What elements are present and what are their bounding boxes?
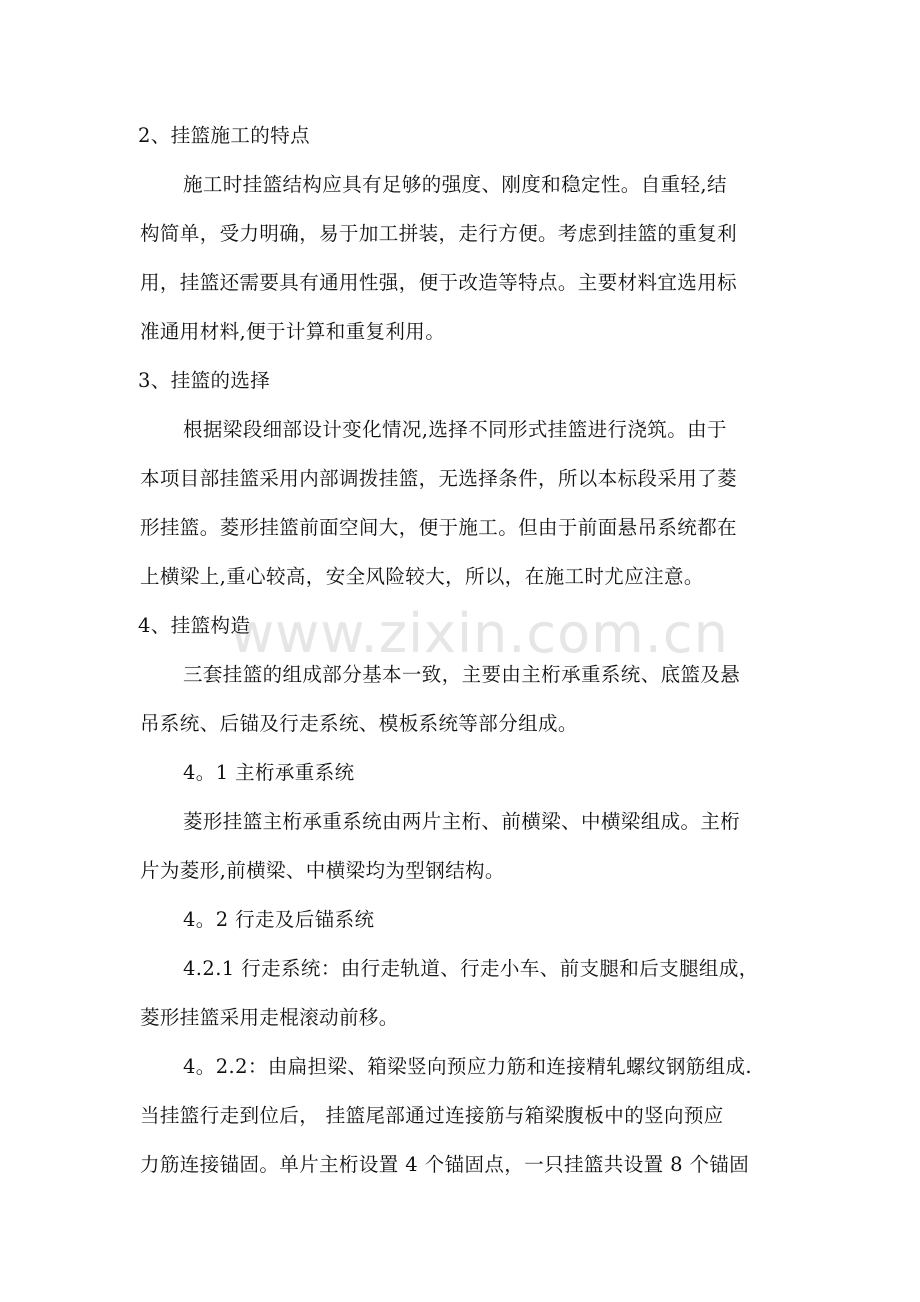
paragraph-line: 根据梁段细部设计变化情况,选择不同形式挂篮进行浇筑。由于	[183, 418, 727, 441]
subheading-4-1: 4。1 主桁承重系统	[183, 761, 355, 784]
paragraph-line: 本项目部挂篮采用内部调拨挂篮，无选择条件，所以本标段采用了菱	[140, 467, 738, 490]
paragraph-line: 构简单，受力明确，易于加工拼装，走行方便。考虑到挂篮的重复利	[140, 222, 738, 245]
subheading-4-2: 4。2 行走及后锚系统	[183, 908, 375, 931]
paragraph-line: 4.2.1 行走系统：由行走轨道、行走小车、前支腿和后支腿组成，	[183, 957, 759, 980]
paragraph-line: 用，挂篮还需要具有通用性强，便于改造等特点。主要材料宜选用标	[140, 271, 738, 294]
paragraph-line: 上横梁上,重心较高，安全风险较大，所以，在施工时尤应注意。	[140, 565, 704, 588]
heading-3: 3、挂篮的选择	[138, 369, 271, 392]
paragraph-line: 力筋连接锚固。单片主桁设置 4 个锚固点，一只挂篮共设置 8 个锚固	[140, 1153, 750, 1176]
paragraph-line: 吊系统、后锚及行走系统、模板系统等部分组成。	[140, 712, 578, 735]
paragraph-line: 三套挂篮的组成部分基本一致，主要由主桁承重系统、底篮及悬	[183, 663, 741, 686]
paragraph-line: 片为菱形,前横梁、中横梁均为型钢结构。	[140, 859, 505, 882]
watermark: www.zixin.com.cn	[230, 602, 729, 665]
paragraph-line: 准通用材料,便于计算和重复利用。	[140, 320, 446, 343]
paragraph-line: 4。2.2：由扁担梁、箱梁竖向预应力筋和连接精轧螺纹钢筋组成.	[183, 1055, 753, 1078]
paragraph-line: 施工时挂篮结构应具有足够的强度、刚度和稳定性。自重轻,结	[183, 173, 727, 196]
paragraph-line: 菱形挂篮采用走棍滚动前移。	[140, 1006, 399, 1029]
paragraph-line: 菱形挂篮主桁承重系统由两片主桁、前横梁、中横梁组成。主桁	[183, 810, 741, 833]
paragraph-line: 当挂篮行走到位后， 挂篮尾部通过连接筋与箱梁腹板中的竖向预应	[140, 1104, 724, 1127]
heading-4: 4、挂篮构造	[138, 614, 251, 637]
paragraph-line: 形挂篮。菱形挂篮前面空间大，便于施工。但由于前面悬吊系统都在	[140, 516, 738, 539]
heading-2: 2、挂篮施工的特点	[138, 124, 311, 147]
